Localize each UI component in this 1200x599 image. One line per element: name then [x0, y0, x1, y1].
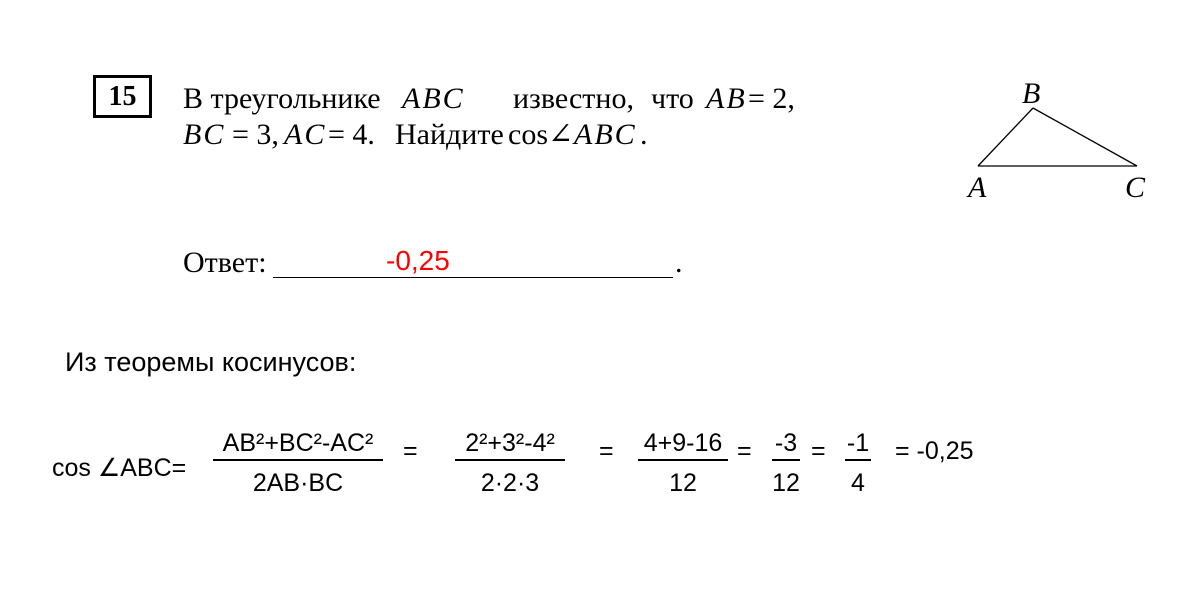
vertex-label-b: B	[1022, 77, 1041, 110]
fraction-bar	[455, 459, 565, 461]
fraction-bar	[213, 459, 383, 461]
fraction	[638, 429, 728, 498]
problem-line2-part: = 4.	[328, 118, 375, 151]
task-number-box	[93, 75, 152, 118]
problem-line2-part: .	[640, 118, 648, 151]
vertex-label-a: A	[968, 171, 987, 204]
fraction	[772, 429, 800, 498]
triangle-side-ab	[978, 108, 1033, 166]
triangle-side-bc	[1033, 108, 1137, 166]
fraction	[455, 429, 565, 498]
fraction-numerator: 4+9-16	[643, 429, 723, 457]
problem-line1-part: известно,	[513, 82, 634, 115]
problem-line1-part: = 2,	[748, 82, 795, 115]
task-number: 15	[108, 80, 137, 112]
fraction-denominator: 2AB·BC	[252, 469, 344, 497]
solution-heading: Из теоремы косинусов:	[65, 347, 357, 377]
equation-lhs: cos ∠ABC=	[52, 454, 187, 482]
answer-end-period: .	[675, 246, 683, 279]
problem-line1-part: В треугольнике	[183, 82, 381, 115]
fraction-denominator: 12	[772, 469, 800, 497]
fraction-numerator: -3	[774, 429, 798, 457]
fraction-bar	[638, 459, 728, 461]
answer-blank-line	[273, 277, 673, 278]
equals-sign: =	[599, 437, 614, 465]
equals-sign: =	[811, 437, 826, 465]
fraction-denominator: 12	[669, 469, 697, 497]
fraction-numerator: 2²+3²-4²	[465, 429, 555, 457]
fraction-numerator: -1	[846, 429, 870, 457]
math-variable: AB	[706, 82, 747, 115]
problem-line2-part: Найдите	[395, 118, 504, 151]
math-variable: BC	[183, 118, 226, 151]
equals-sign: =	[403, 437, 418, 465]
equals-sign: =	[737, 437, 752, 465]
fraction-denominator: 2·2·3	[480, 469, 540, 497]
equation-result: = -0,25	[895, 437, 974, 465]
fraction-bar	[845, 459, 871, 461]
fraction-numerator: AB²+BC²-AC²	[222, 429, 374, 457]
answer-label: Ответ:	[183, 246, 267, 279]
answer-value: -0,25	[386, 245, 450, 276]
problem-line1-part: что	[651, 82, 694, 115]
fraction-denominator: 4	[851, 469, 865, 497]
vertex-label-c: C	[1125, 171, 1146, 204]
cos-angle-symbol: cos∠	[508, 118, 574, 151]
problem-line2-part: = 3,	[232, 118, 279, 151]
math-variable: AC	[284, 118, 327, 151]
math-variable: ABC	[574, 118, 637, 151]
math-variable: ABC	[402, 82, 465, 115]
fraction	[845, 429, 871, 498]
fraction	[213, 429, 383, 498]
fraction-bar	[772, 459, 800, 461]
